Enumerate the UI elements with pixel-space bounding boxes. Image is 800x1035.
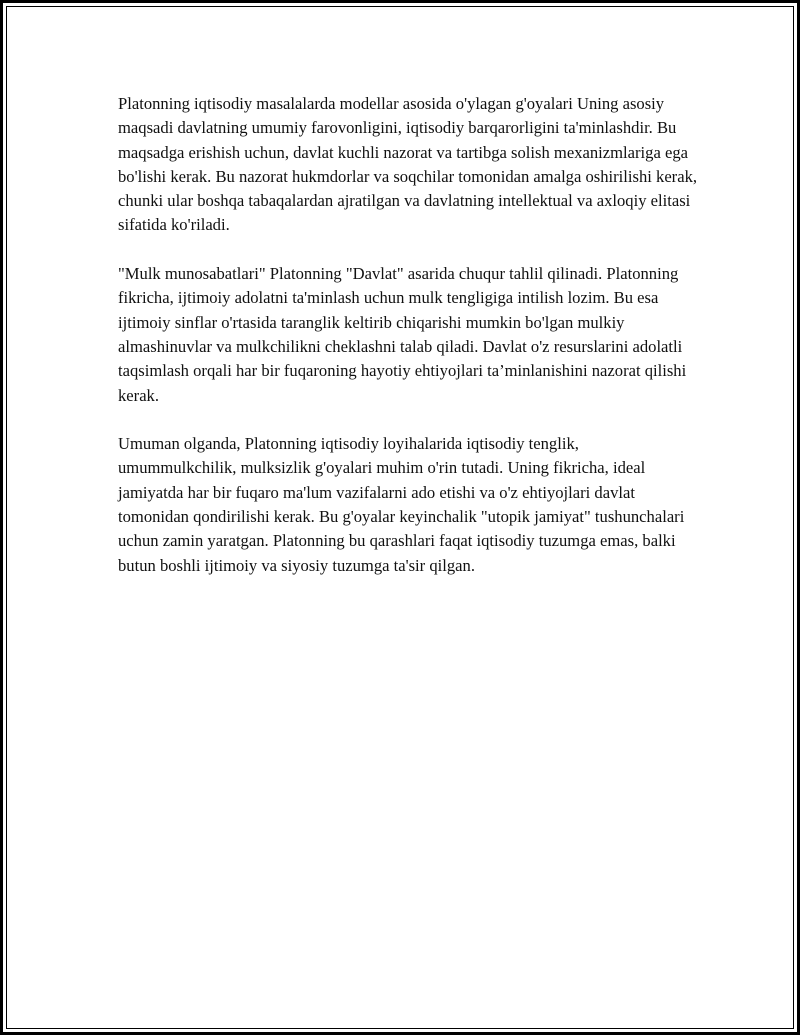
paragraph-3: Umuman olganda, Platonning iqtisodiy loyihalarida iqtisodiy tenglik, umummulkchilik, mulksizlik g'oyalari muhim o'rin tutadi. Uning fikricha, ideal jamiyatda har bir fuqaro ma'lum vazifalarni ado etishi va o'z ehtiyojlari davlat tomonidan qondirilishi kerak. Bu g'oyalar keyinchalik "utopik jamiyat" tushunchalari uchun zamin yaratgan. Platonning bu qarashlari faqat iqtisodiy tuzumga emas, balki butun boshli ijtimoiy va siyosiy tuzumga ta'sir qilgan. [118,434,685,575]
paragraph-2: "Mulk munosabatlari" Platonning "Davlat" asarida chuqur tahlil qilinadi. Platonning fikricha, ijtimoiy adolatni ta'minlash uchun mulk tengligiga intilish lozim. Bu esa ijtimoiy sinflar o'rtasida taranglik keltirib chiqarishi mumkin bo'lgan mulkiy almashinuvlar va mulkchilikni cheklashni talab qiladi. Davlat o'z resurslarini adolatli taqsimlash orqali har bir fuqaroning hayotiy ehtiyojlari ta’minlanishini nazorat qilishi kerak. [118,264,687,405]
paragraph-1: Platonning iqtisodiy masalalarda modellar asosida o'ylagan g'oyalari Uning asosiy maqsadi davlatning umumiy farovonligini, iqtisodiy barqarorligini ta'minlashdir. Bu maqsadga erishish uchun, davlat kuchli nazorat va tartibga solish mexanizmlariga ega bo'lishi kerak. Bu nazorat hukmdorlar va soqchilar tomonidan amalga oshirilishi kerak, chunki ular boshqa tabaqalardan ajratilgan va davlatning intellektual va axloqiy elitasi sifatida ko'riladi. [118,94,698,235]
document-body [118,92,698,602]
